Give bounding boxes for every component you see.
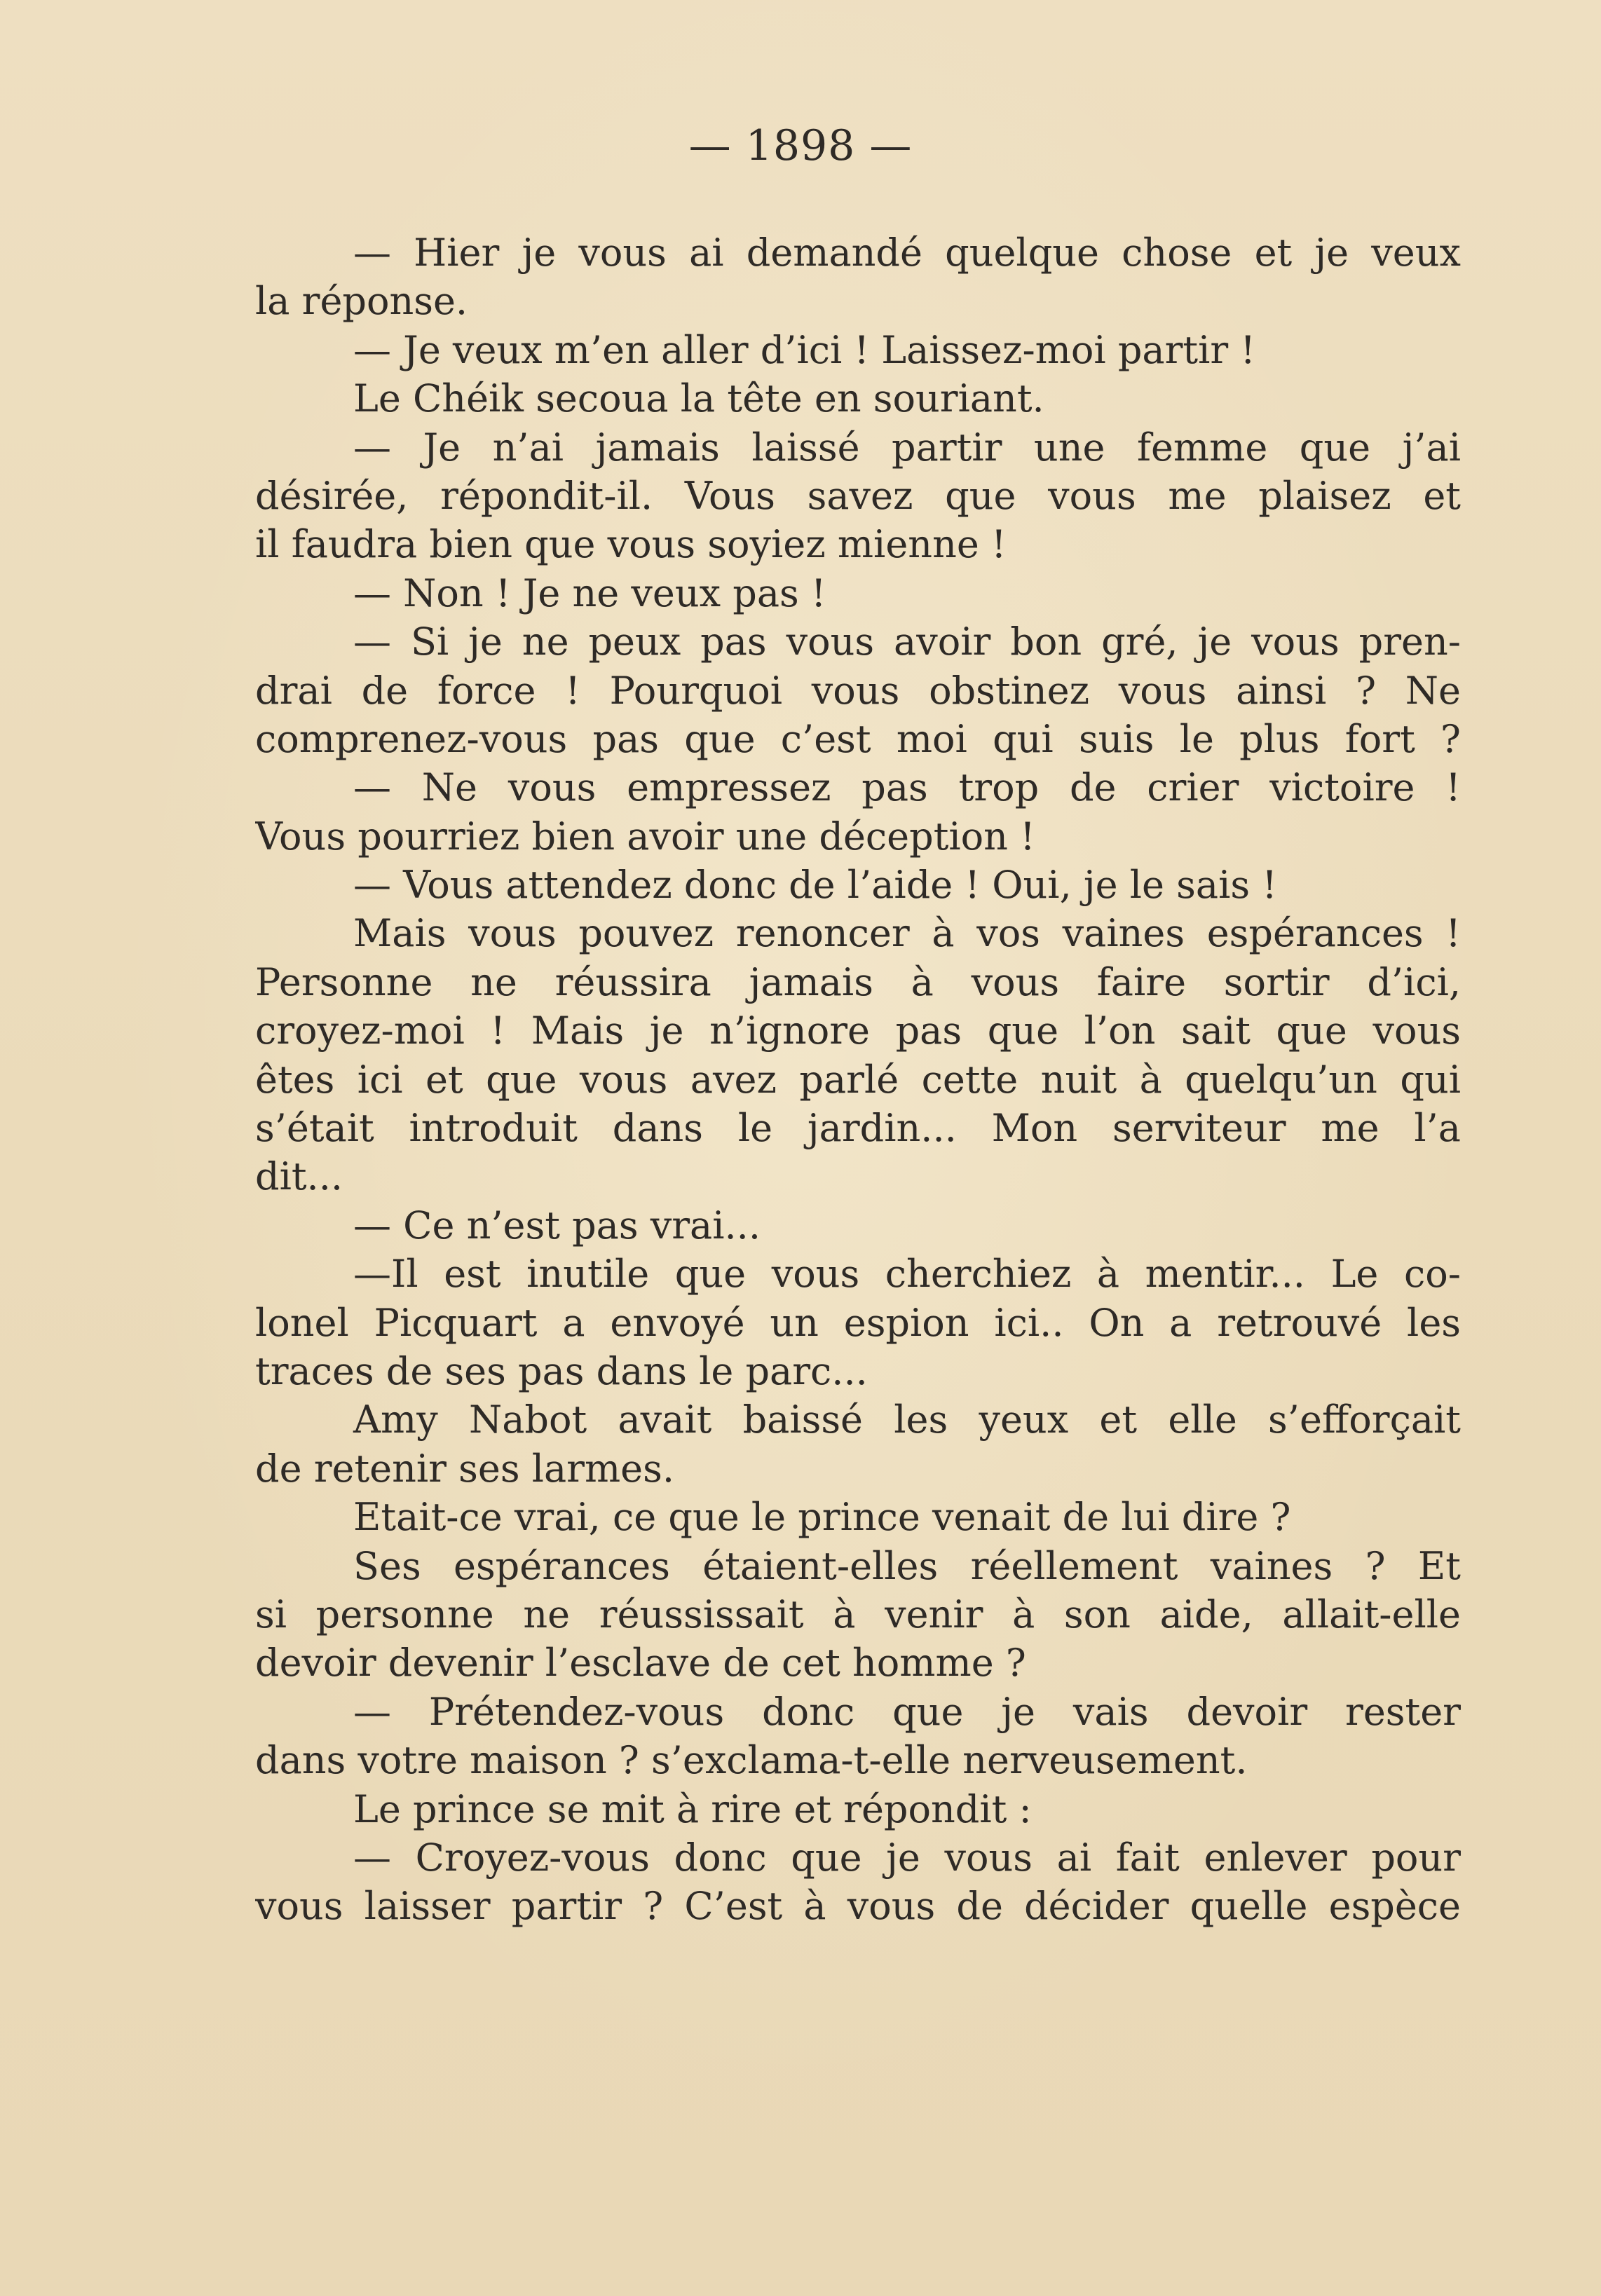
text-line: si personne ne réussissait à venir à son aide, allait-elle [255, 1592, 1461, 1636]
text-line: — Vous attendez donc de l’aide ! Oui, je le sais ! [353, 863, 1277, 908]
text-line: Vous pourriez bien avoir une déception ! [255, 814, 1035, 859]
page-number: — 1898 — [688, 121, 913, 170]
text-line: Etait-ce vrai, ce que le prince venait de lui dire ? [353, 1495, 1291, 1540]
text-line: — Ne vous empressez pas trop de crier victoire ! [353, 765, 1461, 810]
text-line: croyez-moi ! Mais je n’ignore pas que l’on sait que vous [255, 1009, 1461, 1053]
text-line: — Hier je vous ai demandé quelque chose et je veux [353, 231, 1461, 275]
text-line: — Je veux m’en aller d’ici ! Laissez-moi partir ! [353, 327, 1256, 372]
text-line: la réponse. [255, 279, 468, 324]
text-line: Ses espérances étaient-elles réellement vaines ? Et [353, 1543, 1461, 1588]
text-line: Amy Nabot avait baissé les yeux et elle s’efforçait [353, 1398, 1461, 1442]
text-line: de retenir ses larmes. [255, 1446, 675, 1491]
text-line: Le prince se mit à rire et répondit : [353, 1786, 1032, 1831]
text-line: désirée, répondit-il. Vous savez que vous me plaisez et [255, 473, 1461, 518]
text-line: Le Chéik secoua la tête en souriant. [353, 376, 1044, 421]
text-line: Mais vous pouvez renoncer à vos vaines espérances ! [353, 911, 1461, 956]
text-line: devoir devenir l’esclave de cet homme ? [255, 1641, 1026, 1686]
text-line: drai de force ! Pourquoi vous obstinez vous ainsi ? Ne [255, 668, 1461, 713]
text-line: — Si je ne peux pas vous avoir bon gré, je vous pren- [353, 620, 1461, 664]
text-line: —Il est inutile que vous cherchiez à mentir... Le co- [353, 1252, 1461, 1297]
text-line: vous laisser partir ? C’est à vous de décider quelle espèce [255, 1884, 1461, 1929]
text-line: — Non ! Je ne veux pas ! [353, 570, 826, 615]
text-line: — Ce n’est pas vrai... [353, 1203, 761, 1248]
text-line: dit... [255, 1154, 343, 1199]
body-text [255, 228, 1461, 1931]
text-line: il faudra bien que vous soyiez mienne ! [255, 522, 1007, 567]
text-line: êtes ici et que vous avez parlé cette nuit à quelqu’un qui [255, 1057, 1461, 1102]
text-line: traces de ses pas dans le parc... [255, 1348, 868, 1393]
text-line: comprenez-vous pas que c’est moi qui suis le plus fort ? [255, 716, 1461, 761]
text-line: — Croyez-vous donc que je vous ai fait enlever pour [353, 1835, 1461, 1880]
text-line: — Je n’ai jamais laissé partir une femme que j’ai [353, 425, 1461, 470]
text-line: lonel Picquart a envoyé un espion ici.. On a retrouvé les [255, 1300, 1461, 1345]
text-line: Personne ne réussira jamais à vous faire sortir d’ici, [255, 959, 1461, 1004]
text-line: s’était introduit dans le jardin... Mon serviteur me l’a [255, 1106, 1461, 1151]
text-line: dans votre maison ? s’exclama-t-elle nerveusement. [255, 1738, 1248, 1783]
text-line: — Prétendez-vous donc que je vais devoir rester [353, 1689, 1461, 1734]
